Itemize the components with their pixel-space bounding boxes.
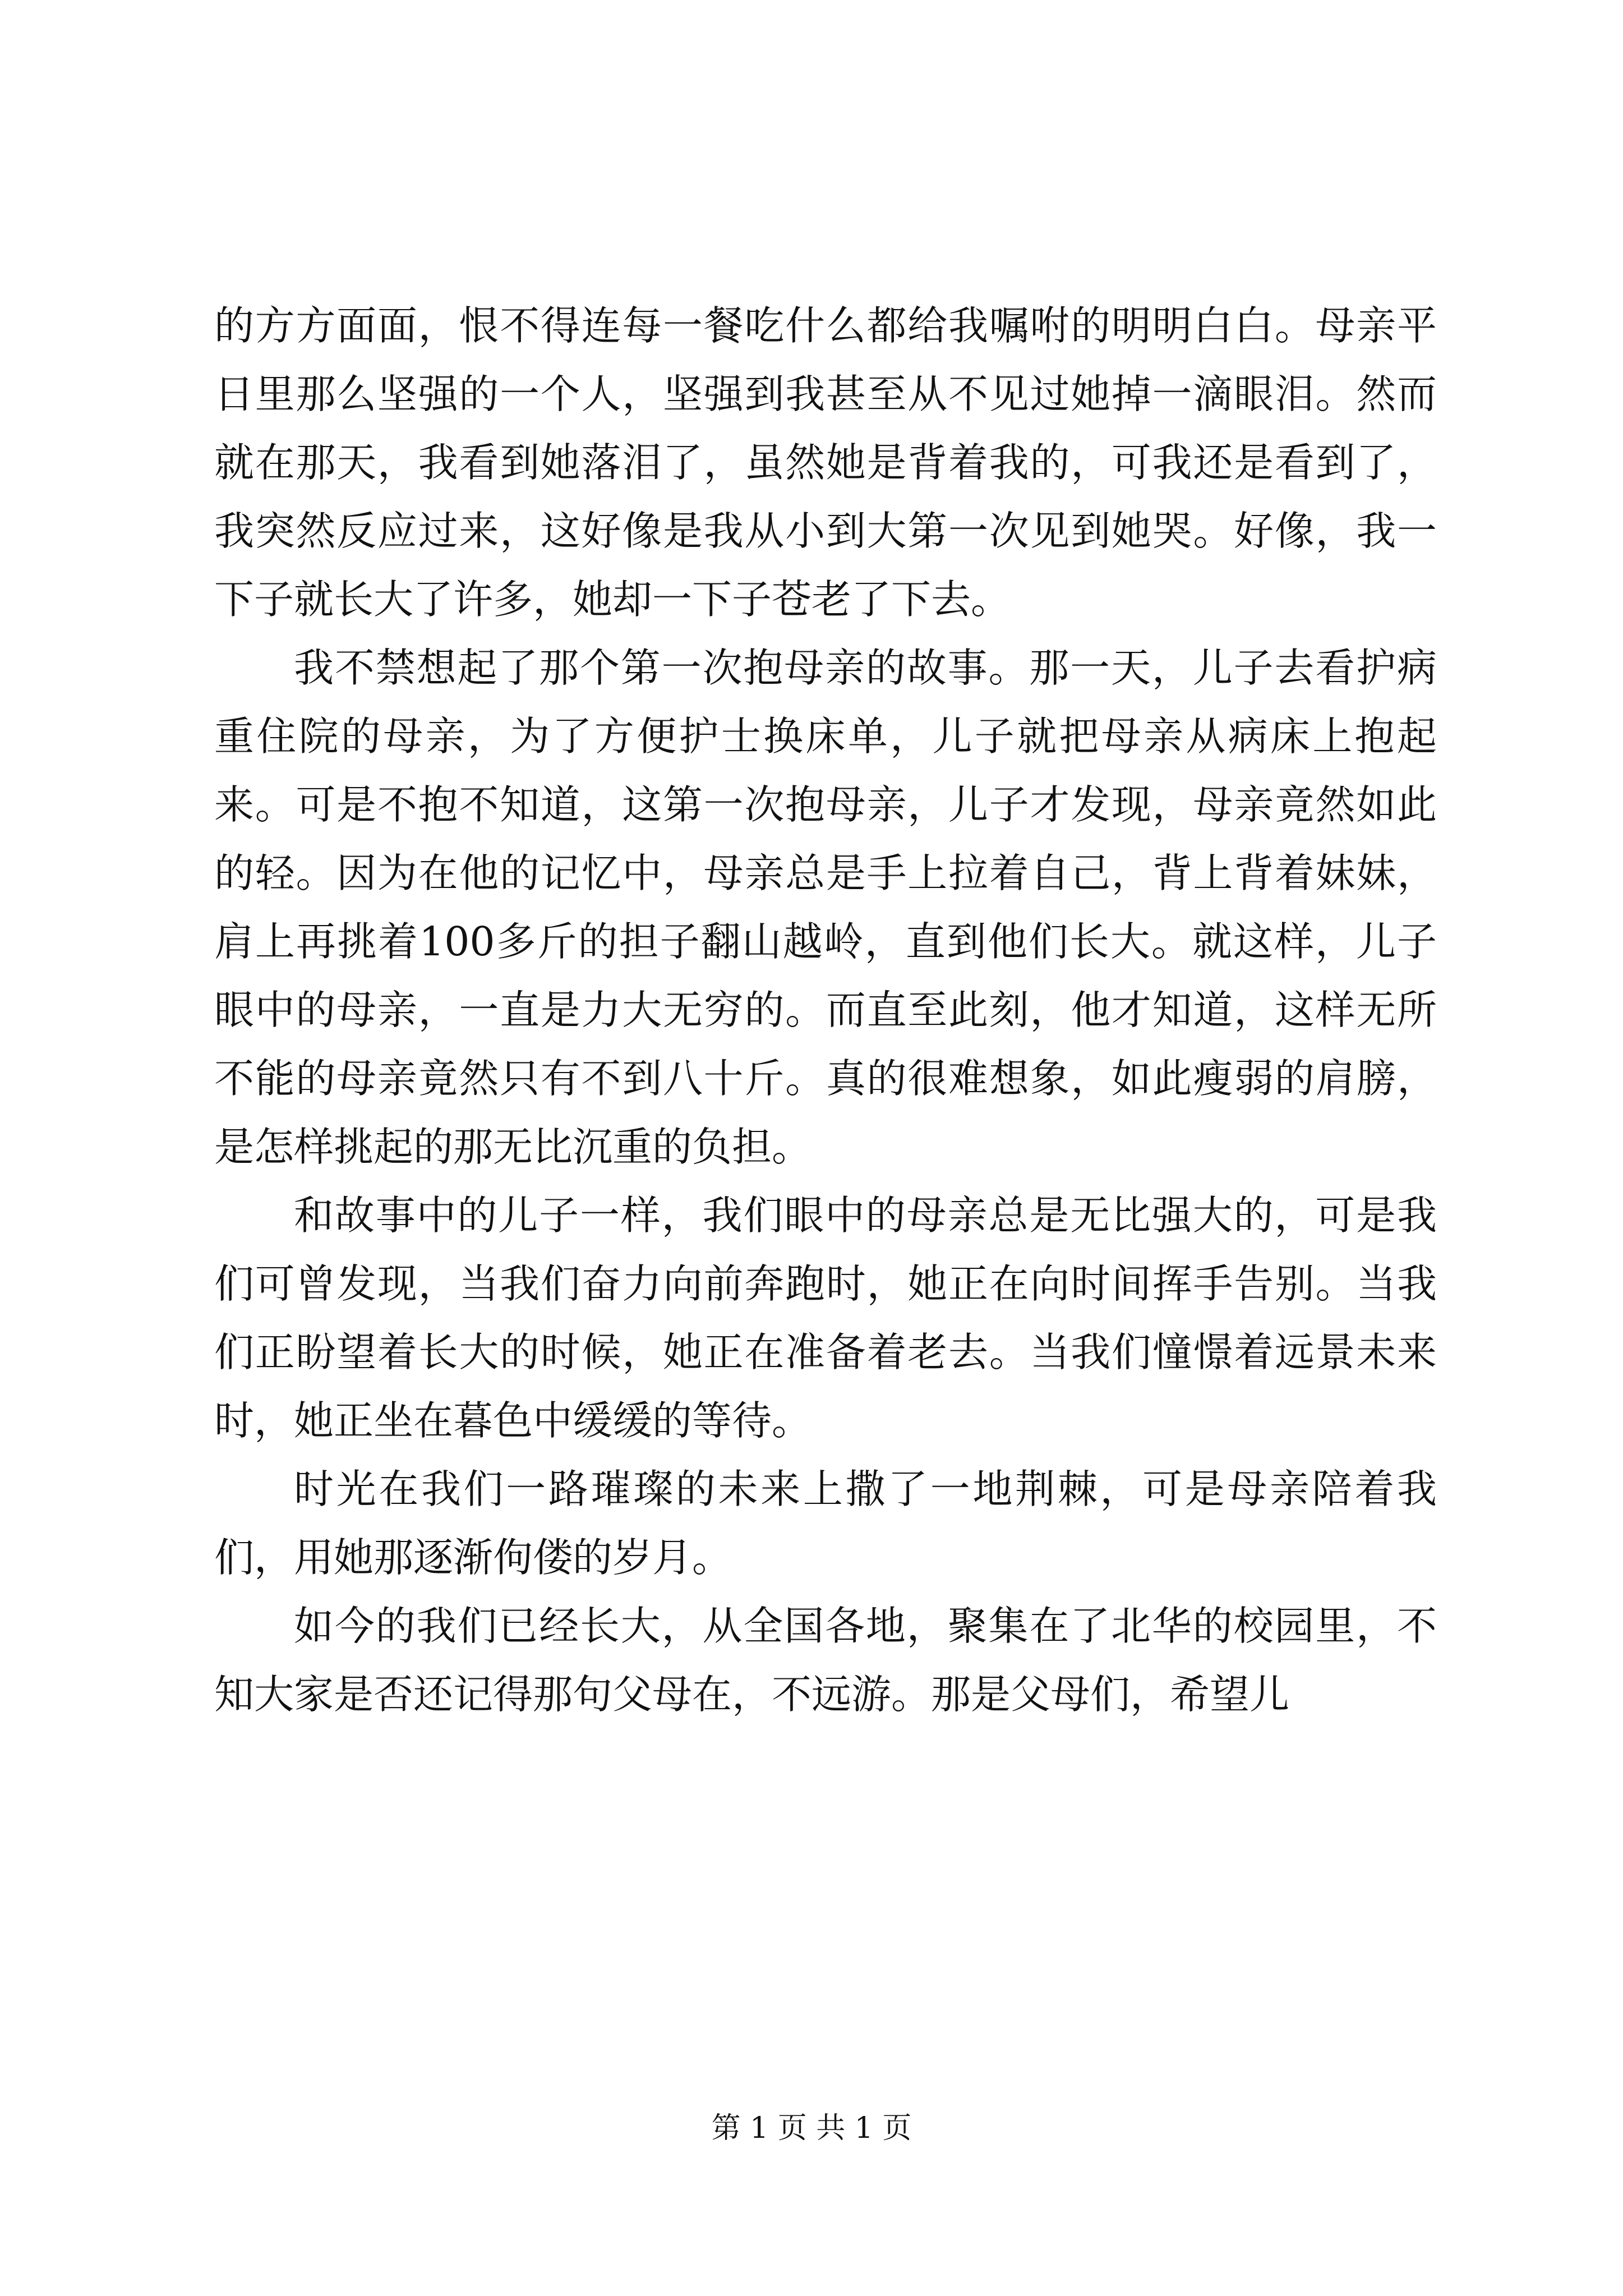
paragraph-3: 和故事中的儿子一样，我们眼中的母亲总是无比强大的，可是我们可曾发现，当我们奋力向前奔跑时，她正在向时间挥手告别。当我们正盼望着长大的时候，她正在准备着老去。当我们憧憬着远景未来时，她正坐在暮色中缓缓的等待。 bbox=[214, 1192, 1437, 1444]
paragraph-4: 时光在我们一路璀璨的未来上撒了一地荆棘，可是母亲陪着我们，用她那逐渐佝偻的岁月。 bbox=[214, 1466, 1437, 1581]
paragraph-5: 如今的我们已经长大，从全国各地，聚集在了北华的校园里，不知大家是否还记得那句父母在，不远游。那是父母们，希望儿 bbox=[214, 1603, 1437, 1718]
paragraph-1: 的方方面面，恨不得连每一餐吃什么都给我嘱咐的明明白白。母亲平日里那么坚强的一个人，坚强到我甚至从不见过她掉一滴眼泪。然而就在那天，我看到她落泪了，虽然她是背着我的，可我还是看到了，我突然反应过来，这好像是我从小到大第一次见到她哭。好像，我一下子就长大了许多，她却一下子苍老了下去。 bbox=[214, 302, 1437, 623]
document-body bbox=[214, 292, 1437, 1729]
paragraph-2: 我不禁想起了那个第一次抱母亲的故事。那一天，儿子去看护病重住院的母亲，为了方便护士换床单，儿子就把母亲从病床上抱起来。可是不抱不知道，这第一次抱母亲，儿子才发现，母亲竟然如此的轻。因为在他的记忆中，母亲总是手上拉着自己，背上背着妹妹，肩上再挑着100多斤的担子翻山越岭，直到他们长大。就这样，儿子眼中的母亲，一直是力大无穷的。而直至此刻，他才知道，这样无所不能的母亲竟然只有不到八十斤。真的很难想象，如此瘦弱的肩膀，是怎样挑起的那无比沉重的负担。 bbox=[214, 645, 1437, 1170]
page-number-footer: 第 1 页 共 1 页 bbox=[711, 2111, 912, 2145]
